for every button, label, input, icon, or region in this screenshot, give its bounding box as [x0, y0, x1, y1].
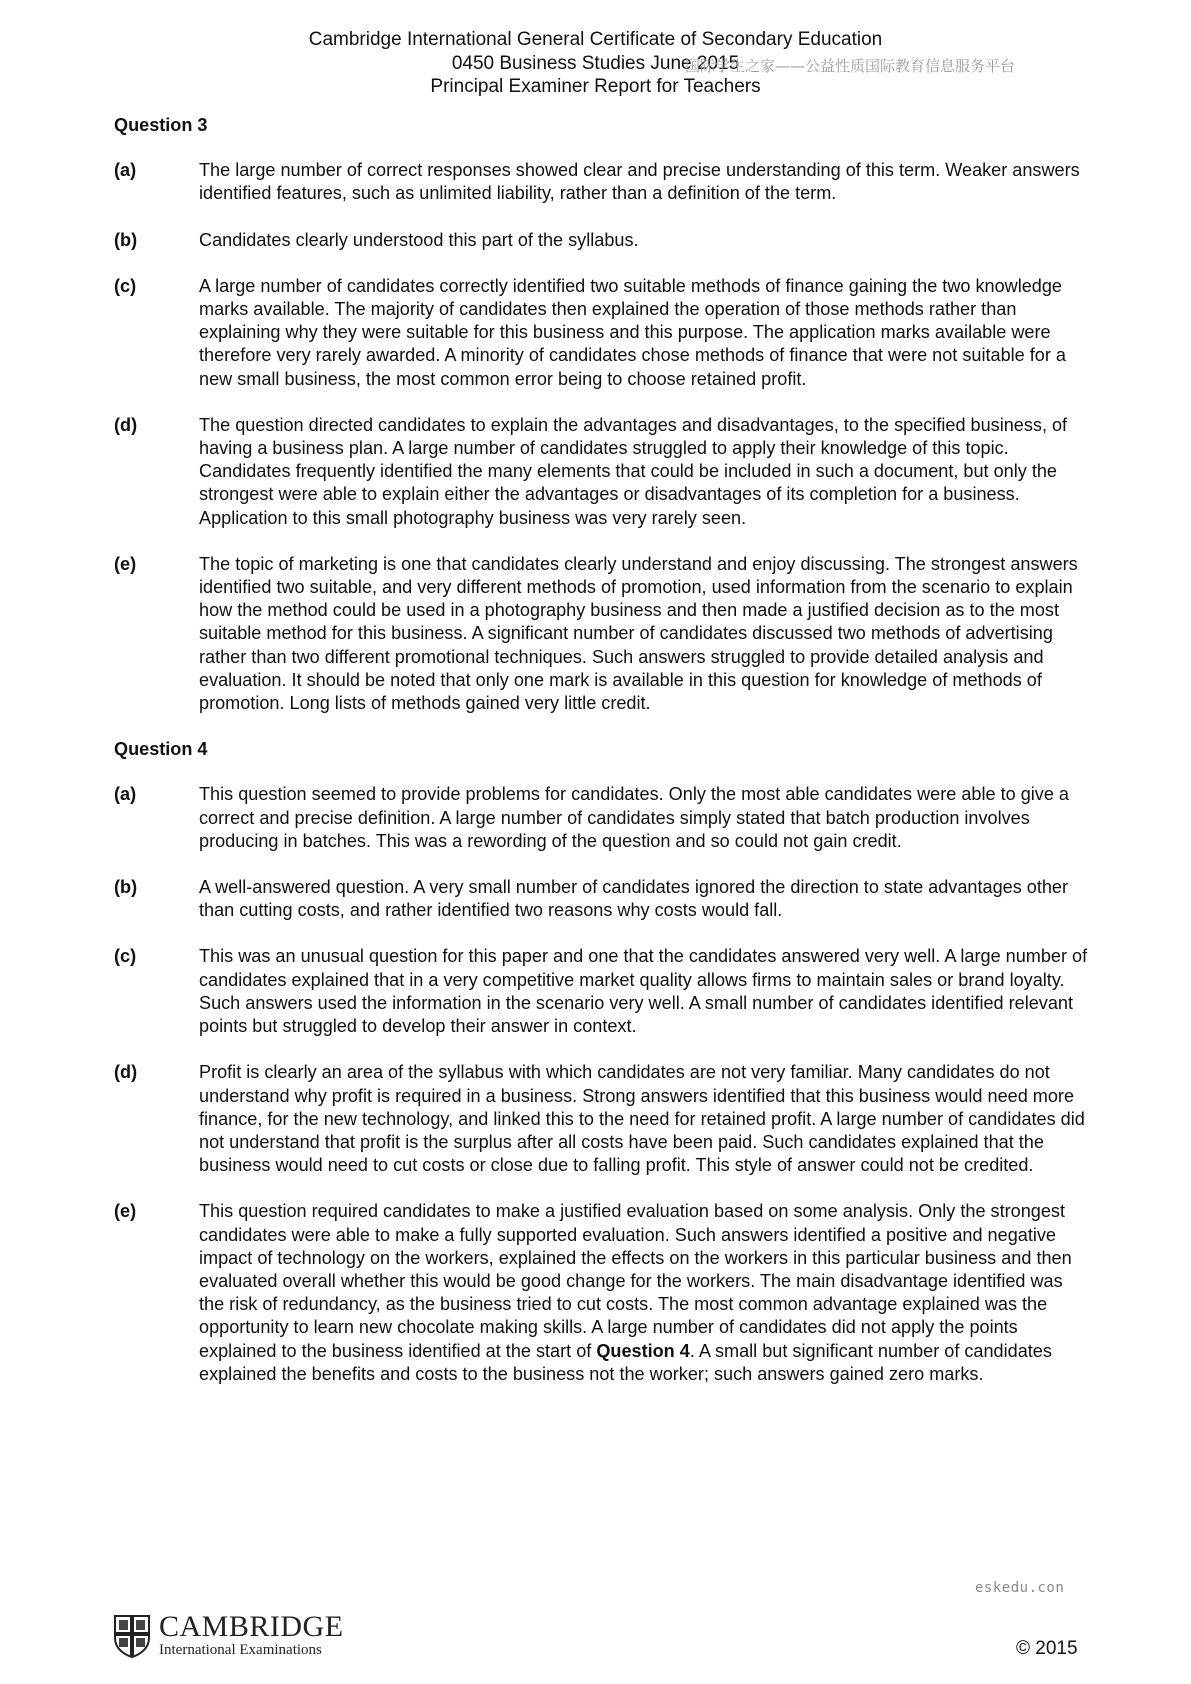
part-text: A large number of candidates correctly identified two suitable methods of finance gaining the two knowledge marks available. The majority of candidates then explained the operation of those methods rather than explaining why they were suitable for this business and this purpose. The application marks available were therefore very rarely awarded. A minority of candidates chose methods of finance that were not suitable for a new small business, the most common error being to choose retained profit. — [199, 275, 1066, 389]
part-label: (e) — [114, 553, 137, 574]
part-label: (b) — [114, 877, 138, 898]
part-label: (c) — [114, 275, 137, 296]
report-content — [114, 114, 1090, 1409]
part-label: (d) — [114, 414, 138, 435]
part-label: (a) — [114, 784, 137, 805]
part-label: (d) — [114, 1062, 138, 1083]
part-text: Candidates clearly understood this part of the syllabus. — [199, 229, 639, 250]
q3-part-b — [114, 229, 1090, 252]
q3-part-a — [114, 159, 1090, 205]
part-text: Profit is clearly an area of the syllabus with which candidates are not very familiar. Many candidates do not understand why profit is required in a business. Strong answers identified that this business would need more finance, for the new technology, and linked this to the need for retained profit. A large number of candidates did not understand that profit is the surplus after all costs have been paid. Such candidates explained that the business would need to cut costs or close due to falling profit. This style of answer could not be credited. — [199, 1062, 1085, 1176]
logo-text — [159, 1610, 344, 1659]
question-4-heading: Question 4 — [114, 739, 208, 760]
part-text-bold: Question 4 — [596, 1340, 690, 1361]
q4-part-c — [114, 945, 1090, 1038]
header-line-2: 0450 Business Studies June 2015 — [451, 52, 740, 74]
part-text: The topic of marketing is one that candidates clearly understand and enjoy discussing. The strongest answers identified two suitable, and very different methods of promotion, used information from the scenario to explain how the method could be used in a photography business and then made a justified decision as to the most suitable method for this business. A significant number of candidates discussed two methods of advertising rather than two different promotional techniques. Such answers struggled to provide detailed analysis and evaluation. It should be noted that only one mark is available in this question for knowledge of methods of promotion. Long lists of methods gained very little credit. — [199, 553, 1078, 714]
header-line-3: Principal Examiner Report for Teachers — [430, 76, 761, 97]
logo-subtitle: International Examinations — [159, 1642, 322, 1658]
q3-part-c — [114, 275, 1090, 391]
part-label: (e) — [114, 1201, 137, 1222]
part-text: This question seemed to provide problems for candidates. Only the most able candidates were able to give a correct and precise definition. A large number of candidates simply stated that batch production involves producing in batches. This was a rewording of the question and so could not gain credit. — [199, 784, 1069, 851]
q3-part-e — [114, 553, 1090, 715]
q4-part-d — [114, 1061, 1090, 1177]
q4-part-a — [114, 783, 1090, 853]
cambridge-logo — [113, 1610, 344, 1659]
header-line-1: Cambridge International General Certificate of Secondary Education — [308, 29, 883, 50]
part-text: A well-answered question. A very small number of candidates ignored the direction to state advantages other than cutting costs, and rather identified two reasons why costs would fall. — [199, 877, 1069, 921]
part-label: (b) — [114, 229, 138, 250]
logo-name: CAMBRIDGE — [159, 1610, 344, 1643]
q4-part-e — [114, 1200, 1090, 1386]
shield-crest-icon — [113, 1614, 151, 1658]
part-label: (c) — [114, 946, 137, 967]
question-3-heading: Question 3 — [114, 115, 208, 135]
watermark-bottom: eskedu.con — [975, 1580, 1065, 1596]
part-text-start: This question required candidates to make a justified evaluation based on some analysis. Only the strongest candidates were able to make a fully supported evaluation. Such answers identified a positive and negative impact of technology on the workers, explained the effects on the workers in this particular business and then evaluated overall whether this would be good change for the workers. The main disadvantage identified was the risk of redundancy, as the business tried to cut costs. The most common advantage explained was the opportunity to learn new chocolate making skills. A large number of candidates did not apply the points explained to the business identified at the start of — [199, 1201, 1072, 1361]
part-text: The question directed candidates to explain the advantages and disadvantages, to the specified business, of having a business plan. A large number of candidates struggled to apply their knowledge of this topic. Candidates frequently identified the many elements that could be included in such a document, but only the strongest were able to explain either the advantages or disadvantages of its completion for a business. Application to this small photography business was very rarely seen. — [199, 414, 1068, 528]
copyright: © 2015 — [1016, 1638, 1078, 1659]
part-label: (a) — [114, 160, 137, 181]
part-text-end: . A small but significant number of candidates explained the benefits and costs to the business not the worker; such answers gained zero marks. — [199, 1340, 1052, 1384]
part-text: The large number of correct responses showed clear and precise understanding of this term. Weaker answers identified features, such as unlimited liability, rather than a definition of the term. — [199, 160, 1080, 204]
q4-part-b — [114, 876, 1090, 922]
q3-part-d — [114, 414, 1090, 530]
watermark-top: 国际学生之家——公益性质国际教育信息服务平台 — [685, 57, 1016, 75]
part-text: This was an unusual question for this paper and one that the candidates answered very well. A large number of candidates explained that in a very competitive market quality allows firms to maintain sales or brand loyalty. Such answers used the information in the scenario very well. A small number of candidates identified relevant points but struggled to develop their answer in context. — [199, 946, 1088, 1037]
part-text — [199, 1200, 1090, 1386]
